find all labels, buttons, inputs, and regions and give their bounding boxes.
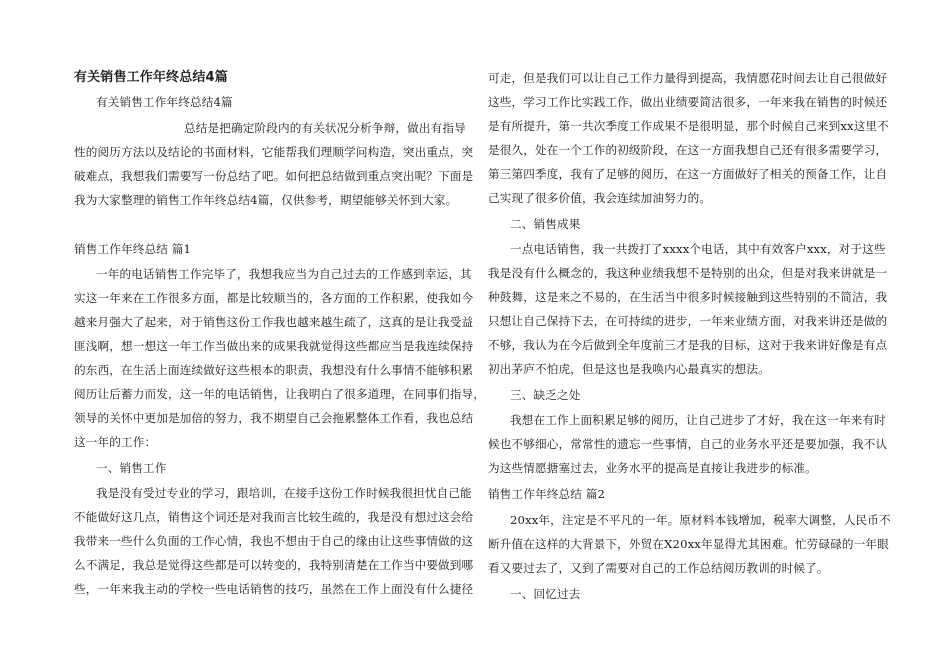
left-text-line: 我为大家整理的销售工作年终总结4篇，仅供参考，期望能够关怀到大家。 xyxy=(74,193,458,207)
right-text-line: 二、销售成果 xyxy=(510,217,581,231)
left-text-line: 不能做好这几点，销售这个词还是对我而言比较生疏的，我是没有想过这会给 xyxy=(74,510,474,524)
left-text-line: 一年的电话销售工作完毕了，我想我应当为自己过去的工作感到幸运，其 xyxy=(96,267,472,281)
left-text-line: 匪浅啊，想一想这一年工作当做出来的成果我就觉得这些都应当是我连续保持 xyxy=(74,339,474,353)
right-text-line: 候也不够细心，常常性的遗忘一些事情，自己的业务水平还是要加强，我不认 xyxy=(488,437,888,451)
right-text-line: 第三第四季度，我有了足够的阅历，在这一方面做好了相关的预备工作，让自 xyxy=(488,167,888,181)
left-text-line: 些，一年来我主动的学校一些电话销售的技巧，虽然在工作上面没有什么捷径 xyxy=(74,582,474,596)
left-text-line: 性的阅历方法以及结论的书面材料，它能帮我们理顺学问构造，突出重点，突 xyxy=(74,145,474,159)
right-text-line: 一、回忆过去 xyxy=(510,587,581,601)
left-text-line: 越来月强大了起来，对于销售这份工作我也越来越生疏了，这真的是让我受益 xyxy=(74,315,474,329)
right-text-line: 一点电话销售，我一共拨打了xxxx个电话，其中有效客户xxx，对于这些 xyxy=(510,242,886,256)
right-text-line: 只想让自己保持下去，在可持续的进步，一年来业绩方面，对我来讲还是做的 xyxy=(488,314,888,328)
left-text-line: 么不满足，我总是觉得这些都是可以转变的，我特别清楚在工作当中要做到哪 xyxy=(74,558,474,572)
left-text-line: 破难点，我想我们需要写一份总结了吧。如何把总结做到重点突出呢？下面是 xyxy=(74,169,474,183)
left-text-line: 我带来一些什么负面的工作心情，我也不想由于自己的缘由让这些事情做的这 xyxy=(74,534,474,548)
left-text-line: 实这一年来在工作很多方面，都是比较顺当的，各方面的工作积累，使我如今 xyxy=(74,291,474,305)
right-text-line: 我是没有什么概念的，我这种业绩我想不是特别的出众，但是对我来讲就是一 xyxy=(488,266,888,280)
right-text-line: 种鼓舞，这是来之不易的，在生活当中很多时候接触到这些特别的不简洁，我 xyxy=(488,290,888,304)
document-title: 有关销售工作年终总结4篇 xyxy=(74,70,228,85)
right-text-line: 己实现了很多价值，我会连续加油努力的。 xyxy=(488,191,712,205)
right-text-line: 这些，学习工作比实践工作，做出业绩要简洁很多，一年来我在销售的时候还 xyxy=(488,95,888,109)
left-text-line: 销售工作年终总结 篇1 xyxy=(74,242,192,256)
right-text-line: 三、缺乏之处 xyxy=(510,388,581,402)
left-text-line: 阅历让后蓄力而发，这一年的电话销售，让我明白了很多道理，在同事们指导， xyxy=(74,387,486,401)
right-text-line: 是有所提升，第一共次季度工作成果不是很明显，那个时候自己来到xx这里不 xyxy=(488,119,889,133)
left-text-line: 有关销售工作年终总结4篇 xyxy=(96,95,233,109)
right-text-line: 销售工作年终总结 篇2 xyxy=(488,487,606,501)
left-text-line: 总结是把确定阶段内的有关状况分析争辩，做出有指导 xyxy=(184,121,466,135)
right-text-line: 断升值在这样的大背景下，外贸在X20xx年显得尤其困难。忙劳碌碌的一年眼 xyxy=(488,537,889,551)
left-text-line: 领导的关怀中更加是加倍的努力，我不期望自己会拖累整体工作看，我也总结 xyxy=(74,411,474,425)
right-text-line: 为这些情愿搪塞过去，业务水平的提高是直接让我进步的标准。 xyxy=(488,461,817,475)
right-text-line: 我想在工作上面积累足够的阅历，让自己进步了才好，我在这一年来有时 xyxy=(510,413,886,427)
right-text-line: 看又要过去了，又到了需要对自己的工作总结阅历教训的时候了。 xyxy=(488,561,829,575)
right-text-line: 是很久，处在一个工作的初级阶段，在这一方面我想自己还有很多需要学习， xyxy=(488,143,888,157)
right-text-line: 初出茅庐不怕虎，但是这也是我唤内心最真实的想法。 xyxy=(488,362,770,376)
right-text-line: 可走，但是我们可以让自己工作力量得到提高，我情愿花时间去让自己很做好 xyxy=(488,71,888,85)
left-text-line: 一、销售工作 xyxy=(96,461,167,475)
left-text-line: 我是没有受过专业的学习，跟培训，在接手这份工作时候我很担忧自己能 xyxy=(96,486,472,500)
left-text-line: 这一年的工作： xyxy=(74,435,157,449)
right-text-line: 不够，我认为在今后做到全年度前三才是我的目标，这对于我来讲好像是有点 xyxy=(488,338,888,352)
right-text-line: 20xx年，注定是不平凡的一年。原材料本钱增加，税率大调整，人民币不 xyxy=(510,513,891,527)
left-text-line: 的东西，在生活上面连续做好这些根本的职责，我想没有什么事情不能够积累 xyxy=(74,363,474,377)
